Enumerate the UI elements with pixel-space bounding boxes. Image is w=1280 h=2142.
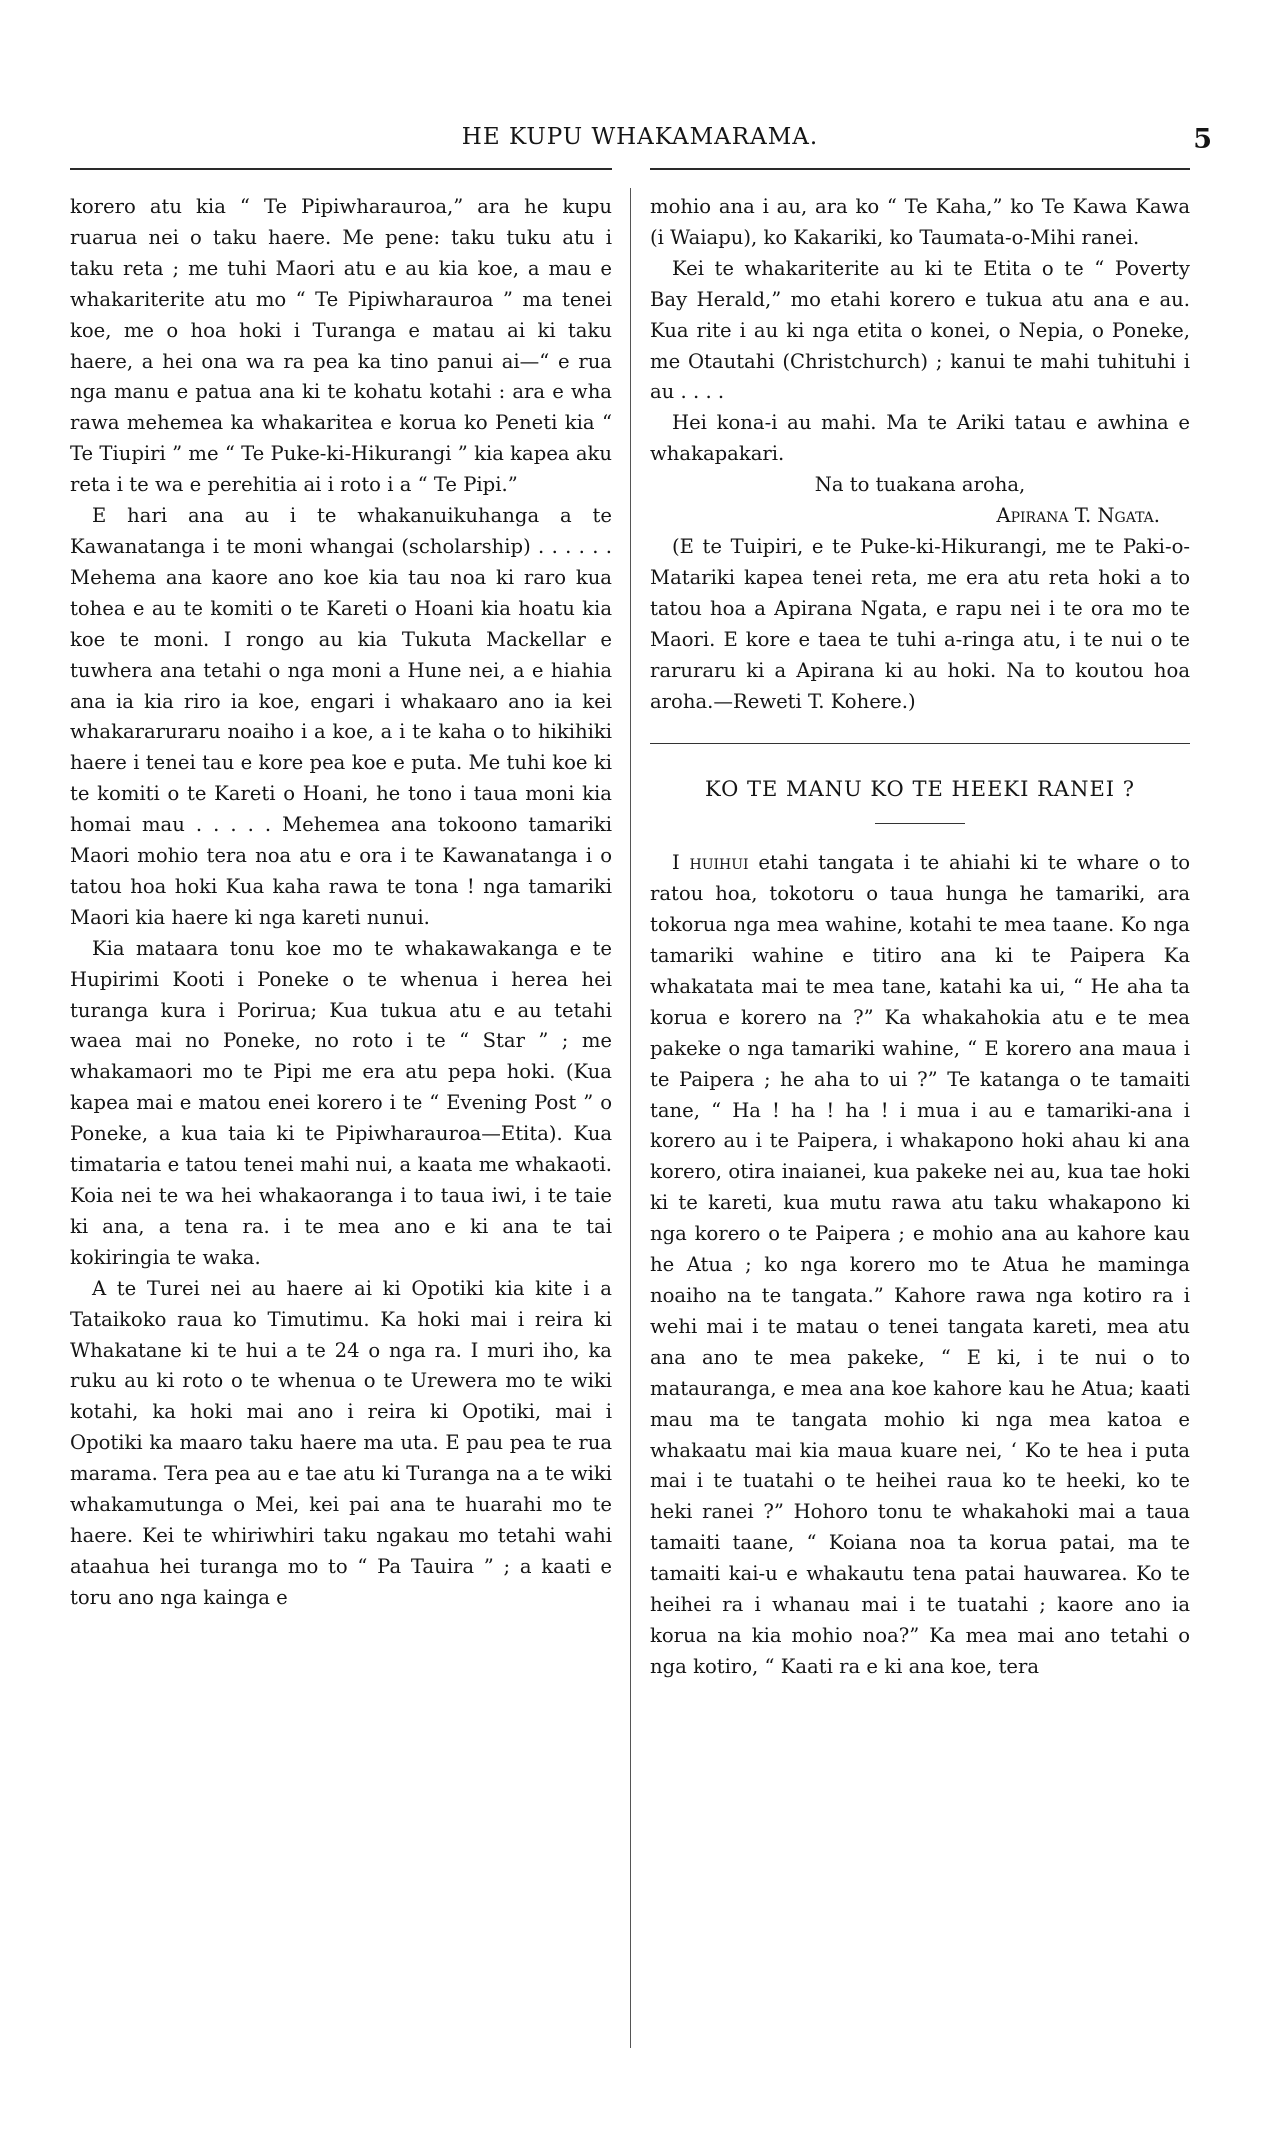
letter-closing: Na to tuakana aroha, (814, 473, 1026, 497)
page-number: 5 (1193, 124, 1212, 155)
paragraph: Hei kona-i au mahi. Ma te Ariki tatau e awhina e whakapakari. (650, 411, 1190, 466)
paragraph: Kia mataara tonu koe mo te whakawakanga e te Hupirimi Kooti i Poneke o te whenua i herea hei turanga kura i Porirua; Kua tukua atu e au tetahi waea mai no Poneke, no roto i te “ Star ” ; me whakamaori mo te Pipi me era atu pepa hoki. (Kua kapea mai e matou enei korero i te “ Evening Post ” o Poneke, a kua taia ki te Pipiwharauroa—Etita). Kua timataria e tatou tenei mahi nui, a kaata me whakaoti. Koia nei te wa hei whakaoranga i to taua iwi, i te taie ki ana, a tena ra. i te mea ano e ki ana te tai kokiringia te waka. (70, 936, 612, 1269)
header-rule-left (70, 168, 612, 170)
article-body: etahi tangata i te ahiahi ki te whare o to ratou hoa, tokotoru o taua hunga he tamariki, ara tokorua nga mea wahine, kotahi te mea taane. Ko nga tamariki wahine e titiro ana ki te Paipera Ka whakatata mai te mea tane, katahi ka ui, “ He aha ta korua e korero na ?” Ka whakahokia atu e te mea pakeke o nga tamariki wahine, “ E korero ana maua i te Paipera ; he aha to ui ?” Te katanga o te tamaiti tane, “ Ha ! ha ! ha ! i mua i au e tamariki-ana i korero au i te Paipera, i whakapono hoki ahau ki ana korero, otira inaianei, kua pakeke nei au, kua tae hoki ki te kareti, kua mutu rawa atu taku whakapono ki nga korero o te Paipera ; e mohio ana au kahore kau he Atua ; ko nga korero mo te Atua he maminga noaiho na te tangata.” Kahore rawa nga kotiro ra i wehi mai i te matau o tenei tangata kareti, mea atu ana ano te mea pakeke, “ E ki, i te nui o to matauranga, e mea ana koe kahore kau he Atua; kaati mau ma te tangata mohio ki nga mea katoa e whakaatu mai kia maua kuare nei, ‘ Ko te hea i puta mai i te tuatahi o te heihei raua ko te heeki, ko te heki ranei ?” Hohoro tonu te whakahoki mai a taua tamaiti taane, “ Koiana noa ta korua patai, ma te tamaiti kai-u e whakautu tena patai hauwarea. Ko te heihei ra i whanau mai i te tuatahi ; kaore ano ia korua na kia mohio noa?” Ka mea mai ano tetahi o nga kotiro, “ Kaati ra e ki ana koe, tera (650, 851, 1190, 1678)
editor-note: (E te Tuipiri, e te Puke-ki-Hikurangi, me te Paki-o-Matariki kapea tenei reta, me era atu reta hoki a to tatou hoa a Apirana Ngata, e rapu nei i te ora mo te Maori. E kore e taea te tuhi a-ringa atu, i te nui o te raruraru ki a Apirana ki au hoki. Na to koutou hoa aroha.—Reweti T. Kohere.) (650, 534, 1190, 713)
article-lead-words: I huihui (672, 851, 749, 875)
section-divider (650, 743, 1190, 744)
page-header (60, 118, 1220, 162)
paragraph: mohio ana i au, ara ko “ Te Kaha,” ko Te Kawa Kawa (i Waiapu), ko Kakariki, ko Taumata-o-Mihi ranei. (650, 195, 1190, 249)
column-divider (630, 188, 631, 2048)
heading-rule (875, 823, 965, 824)
paragraph: E hari ana au i te whakanuikuhanga a te Kawanatanga i te moni whangai (scholarship) . . . . . . Mehema ana kaore ano koe kia tau noa ki raro kua tohea e au te komiti o te Kareti o Hoani kia hoatu kia koe te moni. I rongo au kia Tukuta Mackellar e tuwhera ana tetahi o nga moni a Hune nei, a e hiahia ana ia kia riro ia koe, engari i whakaaro ano ia kei whakararuraru noaiho i a koe, a i te kaha o to hikihiki haere i tenei tau e kore pea koe e puta. Me tuhi koe ki te komiti o te Kareti o Hoani, he tono i taua moni kia homai mau . . . . . Mehemea ana tokoono tamariki Maori mohio tera noa atu e ora i te Kawanatanga i o tatou hoa hoki Kua kaha rawa te tona ! nga tamariki Maori kia haere ki nga kareti nunui. (70, 504, 612, 929)
left-column (70, 192, 612, 1614)
paragraph: A te Turei nei au haere ai ki Opotiki kia kite i a Tataikoko raua ko Timutimu. Ka hoki mai i reira ki Whakatane ki te hui a te 24 o nga ra. I muri iho, ka ruku au ki roto o te whenua o te Urewera mo te wiki kotahi, ka hoki mai ano i reira ki Opotiki, mai i Opotiki ka maaro taku haere ma uta. E pau pea te rua marama. Tera pea au e tae atu ki Turanga na a te wiki whakamutunga o Mei, kei pai ana te huarahi mo te haere. Kei te whiriwhiri taku ngakau mo tetahi wahi ataahua hei turanga mo to “ Pa Tauira ” ; a kaati e toru ano nga kainga e (70, 1276, 612, 1609)
paragraph: Kei te whakariterite au ki te Etita o te “ Poverty Bay Herald,” mo etahi korero e tukua atu ana e au. Kua rite i au ki nga etita o konei, o Nepia, o Poneke, me Otautahi (Christchurch) ; kanui te mahi tuhituhi i au . . . . (650, 256, 1190, 404)
paragraph: korero atu kia “ Te Pipiwharauroa,” ara he kupu ruarua nei o taku haere. Me pene: taku tuku atu i taku reta ; me tuhi Maori atu e au kia koe, a mau e whakariterite atu mo “ Te Pipiwharauroa ” ma tenei koe, me o hoa hoki i Turanga e matau ai ki taku haere, a hei ona wa ra pea ka tino panui ai—“ e rua nga manu e patua ana ki te kohatu kotahi : ara e wha rawa mehemea ka whakaritea e korua ko Peneti kia “ Te Tiupiri ” me “ Te Puke-ki-Hikurangi ” kia kapea aku reta i te wa e perehitia ai i roto i a “ Te Pipi.” (70, 195, 612, 497)
header-rule-right (650, 168, 1190, 170)
article-heading: KO TE MANU KO TE HEEKI RANEI ? (704, 777, 1135, 802)
right-column (650, 192, 1190, 1683)
running-title: HE KUPU WHAKAMARAMA. (461, 124, 819, 150)
letter-signature: Apirana T. Ngata. (996, 504, 1160, 528)
